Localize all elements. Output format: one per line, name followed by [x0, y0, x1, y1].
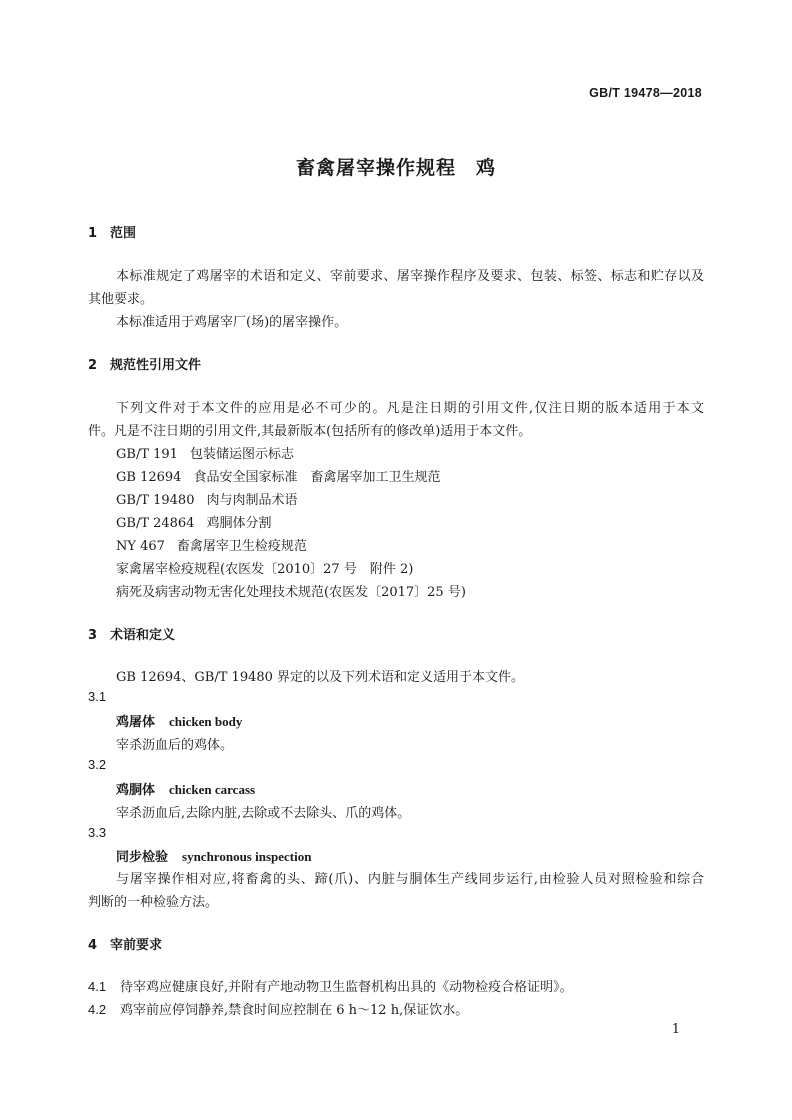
term-en: synchronous inspection: [182, 849, 312, 864]
term-number: 3.1: [88, 689, 107, 704]
paragraph-line: 下列文件对于本文件的应用是必不可少的。凡是注日期的引用文件,仅注日期的版本适用于本文: [116, 401, 704, 416]
term-definition: 宰杀沥血后,去除内脏,去除或不去除头、爪的鸡体。: [116, 806, 411, 821]
term-definition-line: 与屠宰操作相对应,将畜禽的头、蹄(爪)、内脏与胴体生产线同步运行,由检验人员对照检验和综合: [116, 872, 704, 887]
term-number: 3.2: [88, 757, 107, 772]
reference-item: [116, 512, 272, 531]
reference-code: GB/T 24864: [116, 516, 195, 531]
paragraph: GB 12694、GB/T 19480 界定的以及下列术语和定义适用于本文件。: [116, 670, 525, 685]
page-title: 畜禽屠宰操作规程 鸡: [295, 157, 496, 179]
paragraph-line: 其他要求。: [88, 292, 154, 307]
section-heading-pre-slaughter: [88, 934, 162, 953]
paragraph-line: 本标准规定了鸡屠宰的术语和定义、宰前要求、屠宰操作程序及要求、包装、标签、标志和贮存以及: [116, 269, 704, 284]
section-number: 2: [88, 358, 98, 373]
reference-title: 畜禽屠宰卫生检疫规范: [176, 539, 307, 554]
reference-item: [116, 489, 298, 508]
reference-code: GB 12694: [116, 470, 182, 485]
term-zh: 鸡屠体: [116, 715, 156, 730]
page-number: 1: [671, 1022, 680, 1037]
clause-number: 4.2: [88, 1002, 107, 1017]
term-definition-line: 判断的一种检验方法。: [88, 895, 219, 910]
paragraph: 本标准适用于鸡屠宰厂(场)的屠宰操作。: [116, 315, 348, 330]
term-zh: 同步检验: [116, 850, 169, 865]
clause-item: [88, 976, 573, 995]
section-heading-terms: [88, 624, 175, 643]
section-number: 1: [88, 226, 98, 241]
section-heading-scope: [88, 222, 136, 241]
reference-code: GB/T 191: [116, 447, 178, 462]
section-title: 范围: [110, 226, 137, 241]
reference-code: NY 467: [116, 539, 165, 554]
clause-number: 4.1: [88, 979, 107, 994]
reference-title: 鸡胴体分割: [206, 516, 272, 531]
reference-item: 病死及病害动物无害化处理技术规范(农医发〔2017〕25 号): [116, 585, 466, 600]
section-number: 3: [88, 628, 98, 643]
clause-text: 待宰鸡应健康良好,并附有产地动物卫生监督机构出具的《动物检疫合格证明》。: [120, 980, 573, 995]
term-heading: [116, 779, 255, 798]
clause-item: [88, 999, 468, 1018]
paragraph-line: 件。凡是不注日期的引用文件,其最新版本(包括所有的修改单)适用于本文件。: [88, 424, 532, 439]
reference-item: [116, 443, 294, 462]
term-zh: 鸡胴体: [116, 783, 156, 798]
clause-text: 鸡宰前应停饲静养,禁食时间应控制在 6 h～12 h,保证饮水。: [120, 1003, 469, 1018]
section-title: 规范性引用文件: [110, 358, 202, 373]
term-en: chicken carcass: [169, 782, 256, 797]
reference-title: 包装储运图示标志: [189, 447, 294, 462]
reference-title: 肉与肉制品术语: [206, 493, 298, 508]
term-heading: [116, 711, 242, 730]
section-heading-references: [88, 354, 201, 373]
reference-title: 食品安全国家标准 畜禽屠宰加工卫生规范: [193, 470, 441, 485]
section-title: 宰前要求: [110, 938, 163, 953]
term-heading: [116, 846, 311, 865]
reference-item: [116, 466, 440, 485]
term-definition: 宰杀沥血后的鸡体。: [116, 738, 234, 753]
term-number: 3.3: [88, 825, 107, 840]
term-en: chicken body: [169, 714, 243, 729]
section-number: 4: [88, 938, 98, 953]
reference-item: [116, 535, 307, 554]
section-title: 术语和定义: [110, 628, 176, 643]
standard-code-header: GB/T 19478—2018: [589, 86, 702, 100]
reference-item: 家禽屠宰检疫规程(农医发〔2010〕27 号 附件 2): [116, 562, 414, 577]
reference-code: GB/T 19480: [116, 493, 195, 508]
